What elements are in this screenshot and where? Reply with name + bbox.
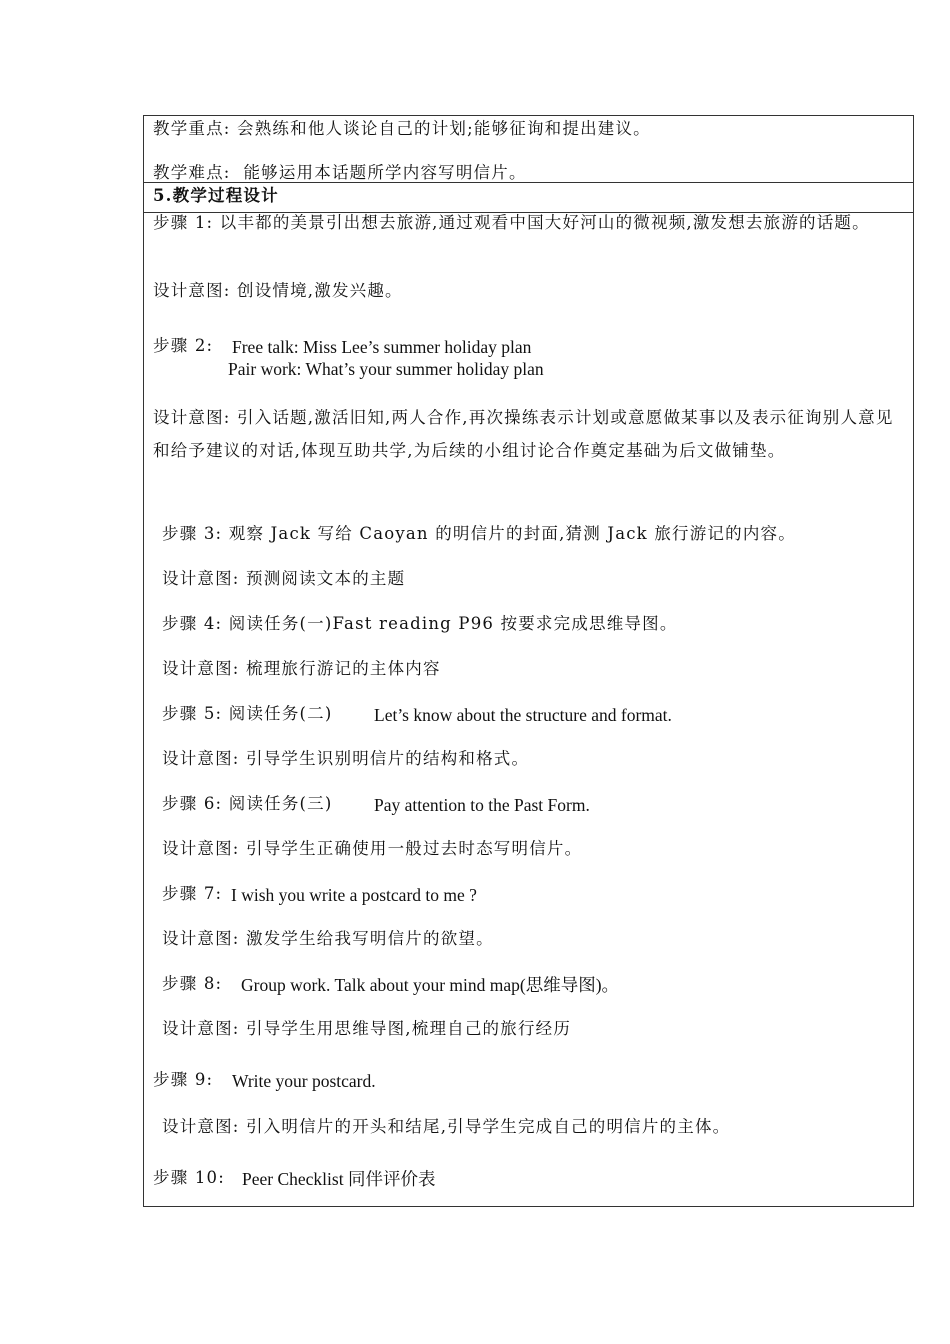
step-5-text: Let’s know about the structure and format. — [374, 705, 672, 725]
section-title: 5.教学过程设计 — [153, 186, 279, 205]
step-9-text: Write your postcard. — [232, 1071, 376, 1091]
teaching-difficulty-label: 教学难点: — [153, 163, 231, 182]
teaching-focus — [153, 118, 651, 140]
teaching-difficulty-text: 能够运用本话题所学内容写明信片。 — [243, 163, 527, 182]
step-4-intent: 设计意图: 梳理旅行游记的主体内容 — [162, 659, 441, 678]
step-2-label: 步骤 2: — [153, 336, 214, 355]
step-1-intent: 设计意图: 创设情境,激发兴趣。 — [153, 281, 403, 300]
step-6-label: 步骤 6: 阅读任务(三) — [162, 794, 333, 813]
step-3: 步骤 3: 观察 Jack 写给 Caoyan 的明信片的封面,猜测 Jack 旅行游记的内容。 — [162, 524, 796, 543]
step-9-intent: 设计意图: 引入明信片的开头和结尾,引导学生完成自己的明信片的主体。 — [162, 1117, 731, 1136]
step-6-intent: 设计意图: 引导学生正确使用一般过去时态写明信片。 — [162, 839, 583, 858]
step-8-intent: 设计意图: 引导学生用思维导图,梳理自己的旅行经历 — [162, 1019, 572, 1038]
step-6-text: Pay attention to the Past Form. — [374, 795, 590, 815]
step-5-label: 步骤 5: 阅读任务(二) — [162, 704, 333, 723]
step-2-pair-work: Pair work: What’s your summer holiday plan — [228, 359, 544, 379]
teaching-focus-text: 会熟练和他人谈论自己的计划;能够征询和提出建议。 — [237, 119, 651, 138]
step-1: 步骤 1: 以丰都的美景引出想去旅游,通过观看中国大好河山的微视频,激发想去旅游的话题。 — [153, 213, 870, 232]
step-4: 步骤 4: 阅读任务(一)Fast reading P96 按要求完成思维导图。 — [162, 614, 678, 633]
step-7-intent: 设计意图: 激发学生给我写明信片的欲望。 — [162, 929, 494, 948]
teaching-difficulty — [153, 162, 527, 184]
step-3-intent: 设计意图: 预测阅读文本的主题 — [162, 569, 406, 588]
step-2-free-talk: Free talk: Miss Lee’s summer holiday plan — [232, 337, 532, 357]
step-5-intent: 设计意图: 引导学生识别明信片的结构和格式。 — [162, 749, 530, 768]
step-8-text: Group work. Talk about your mind map(思维导图)。 — [241, 975, 620, 995]
step-7-label: 步骤 7: — [162, 884, 223, 903]
step-10-text: Peer Checklist 同伴评价表 — [242, 1169, 436, 1189]
step-2-intent: 设计意图: 引入话题,激活旧知,两人合作,再次操练表示计划或意愿做某事以及表示征询别人意见和给予建议的对话,体现互助共学,为后续的小组讨论合作奠定基础为后文做铺垫。 — [153, 408, 894, 460]
step-10-label: 步骤 10: — [153, 1168, 225, 1187]
step-9-label: 步骤 9: — [153, 1070, 214, 1089]
step-7-text: I wish you write a postcard to me ? — [231, 885, 477, 905]
step-8-label: 步骤 8: — [162, 974, 223, 993]
teaching-focus-label: 教学重点: — [153, 119, 231, 138]
